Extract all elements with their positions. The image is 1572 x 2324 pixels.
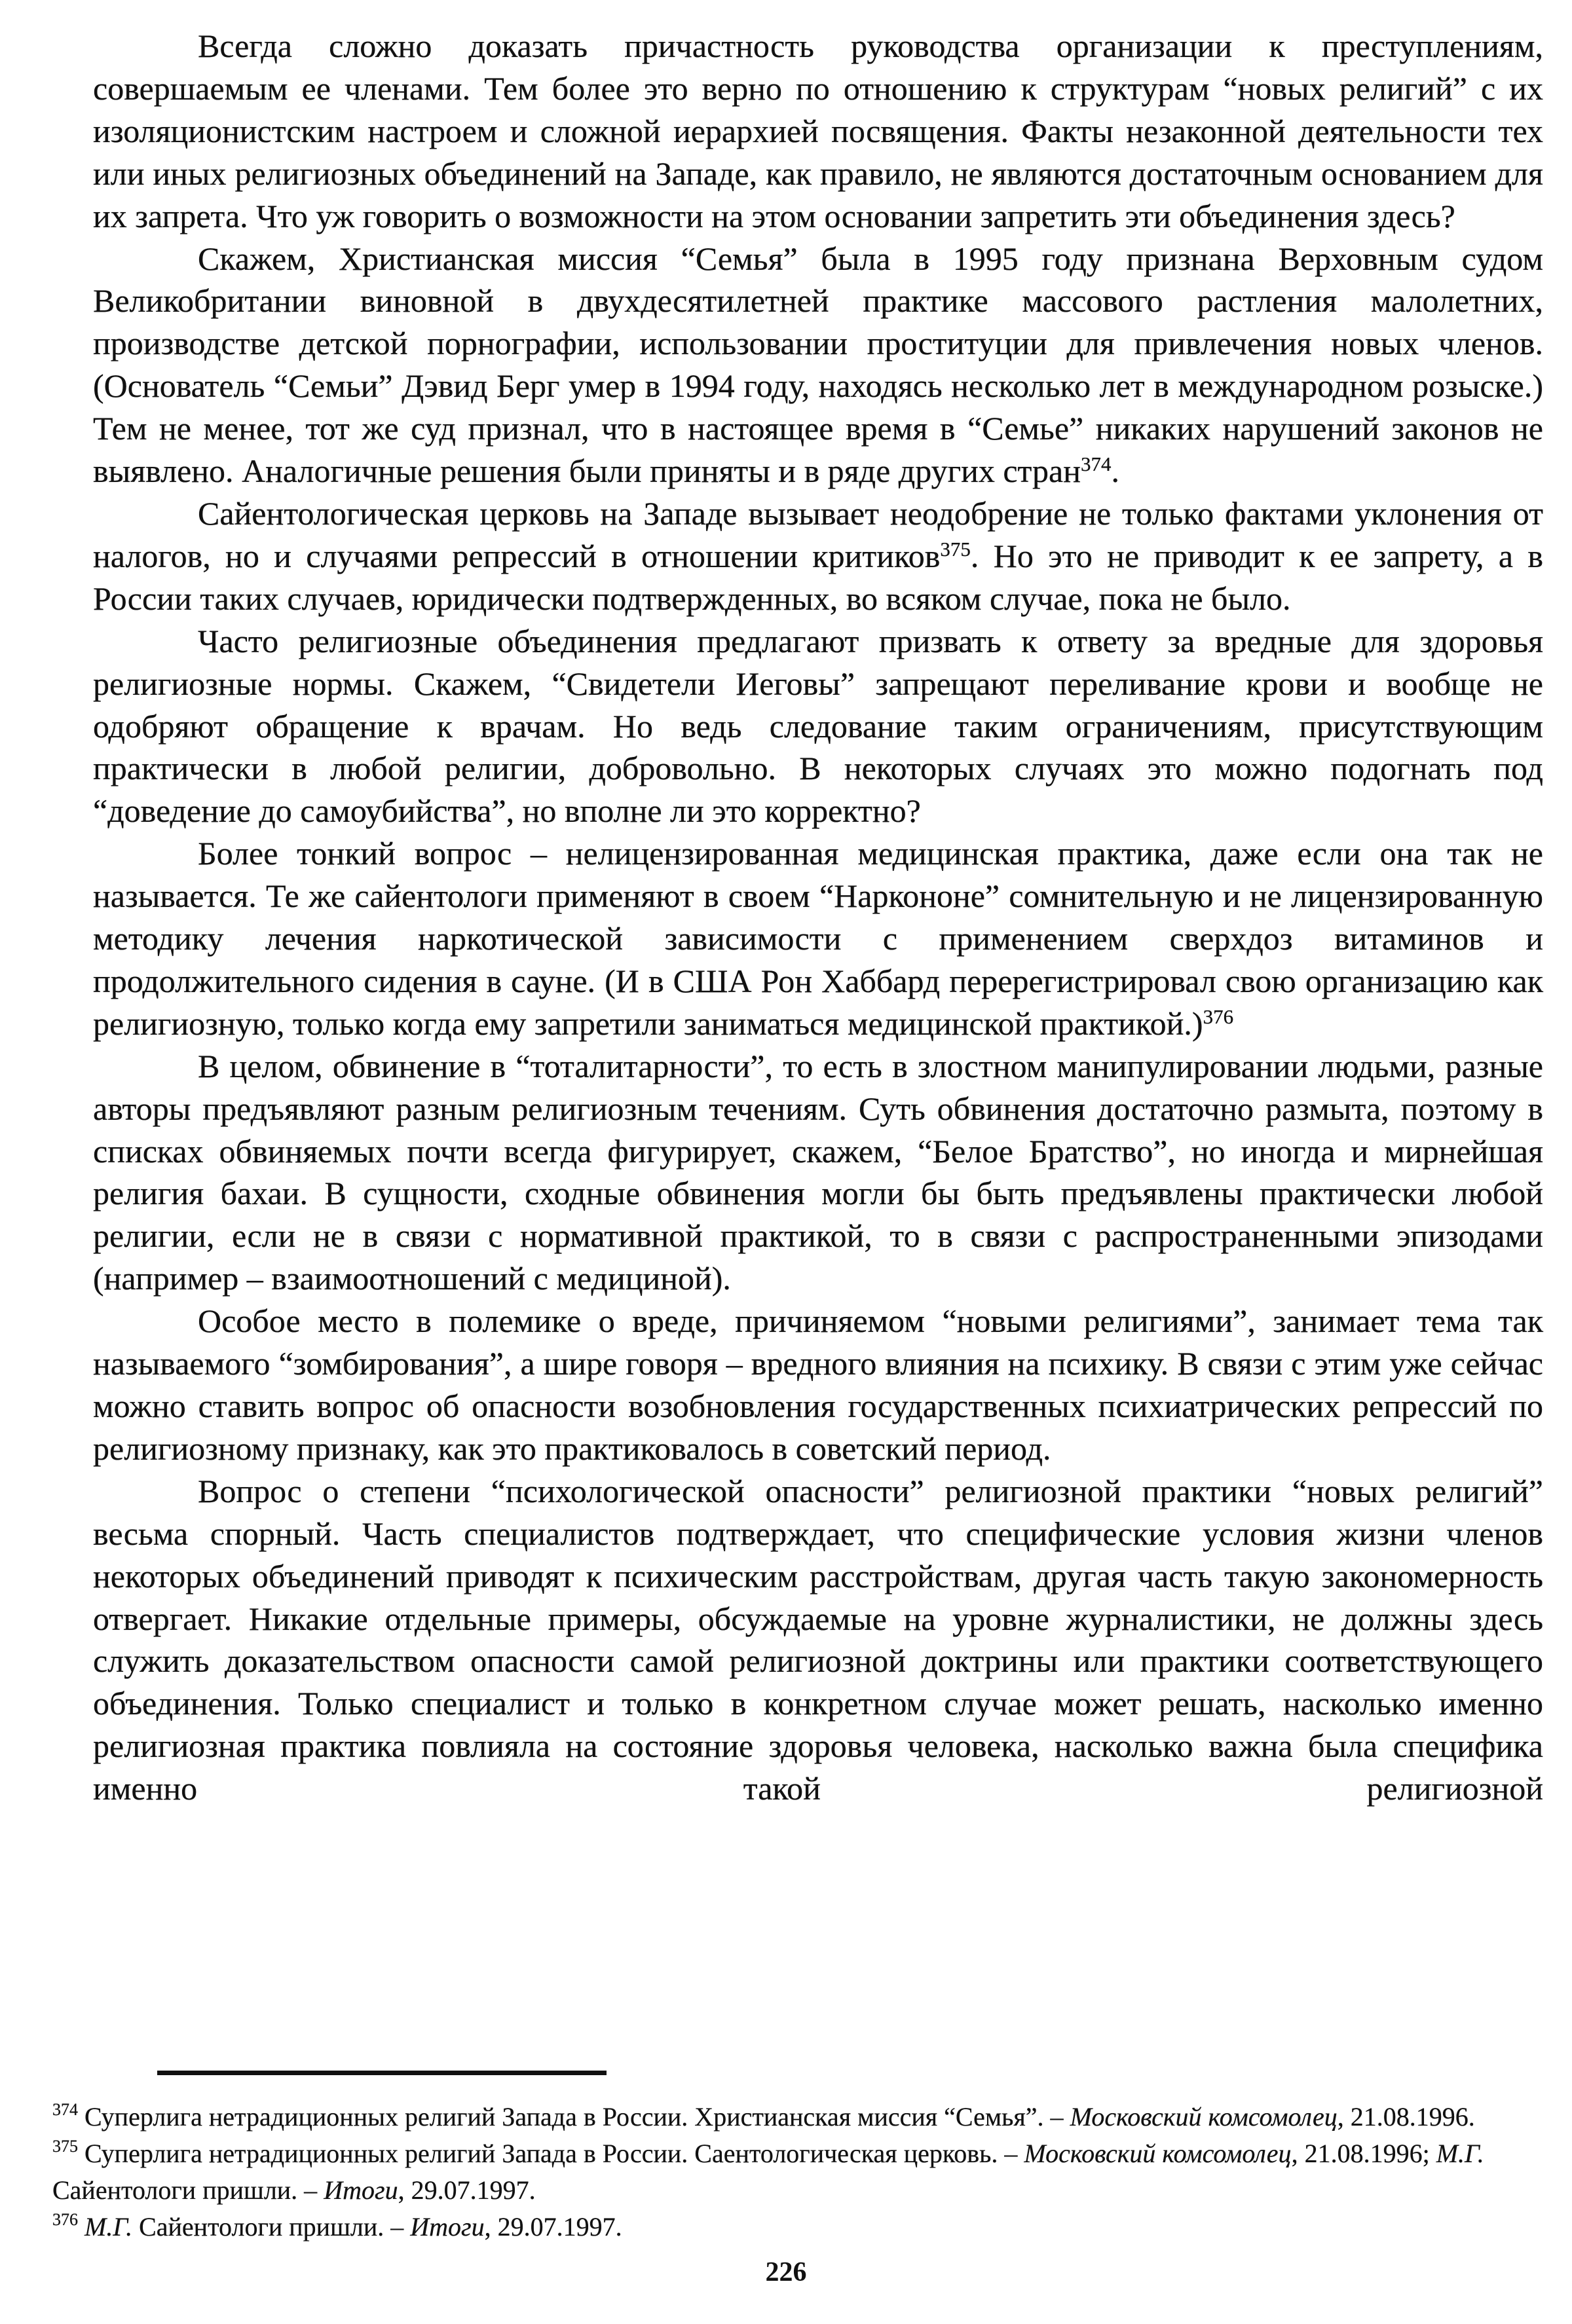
footnote-text: , 21.08.1996.: [1337, 2102, 1475, 2131]
footnote-ref-374[interactable]: 374: [1080, 452, 1112, 476]
footnote-text: Сайентологи пришли. –: [132, 2212, 411, 2241]
paragraph: Особое место в полемике о вреде, причиняемом “новыми религиями”, занимает тема так называемого “зомбирования”, а шире говоря – вредного влияния на психику. В связи с этим уже сейчас можно ставить вопрос об опасности возобновления государственных психиатрических репрессий по религиозному признаку, как это практиковалось в советский период.: [93, 1302, 1543, 1467]
footnote-source: Итоги: [410, 2212, 485, 2241]
paragraph: [93, 238, 1543, 492]
body-text: [93, 25, 1543, 1810]
footnote-source: Московский комсомолец: [1024, 2139, 1292, 2168]
footnote-376: [52, 2209, 1539, 2245]
paragraph-text: Более тонкий вопрос – нелицензированная медицинская практика, даже если она так не называется. Те же сайентологи применяют в своем “Наркононе” сомнительную и не лицензированную методику лечения наркотической зависимости с применением сверхдоз витаминов и продолжительного сидения в сауне. (И в США Рон Хаббард перерегистрировал свою организацию как религиозную, только когда ему запретили заниматься медицинской практикой.): [93, 835, 1543, 1042]
footnote-ref-375[interactable]: 375: [940, 537, 971, 561]
paragraph-text: Скажем, Христианская миссия “Семья” была в 1995 году признана Верховным судом Великобритании виновной в двухдесятилетней практике массового растления малолетних, производстве детской порнографии, использовании проституции для привлечения новых членов. (Основатель “Семьи” Дэвид Берг умер в 1994 году, находясь несколько лет в международном розыске.) Тем не менее, тот же суд признал, что в настоящее время в “Семье” никаких нарушений законов не выявлено. Аналогичные решения были приняты и в ряде других стран: [93, 240, 1543, 490]
paragraph: Вопрос о степени “психологической опасности” религиозной практики “новых религий” весьма спорный. Часть специалистов подтверждает, что специфические условия жизни членов некоторых объединений приводят к психическим расстройствам, другая часть такую закономерность отвергает. Никакие отдельные примеры, обсуждаемые на уровне журналистики, не должны здесь служить доказательством опасности самой религиозной доктрины или практики соответствующего объединения. Только специалист и только в конкретном случае может решать, насколько именно религиозная практика повлияла на состояние здоровья человека, насколько важна была специфика именно такой религиозной: [93, 1472, 1543, 1807]
footnote-number: 376: [52, 2210, 78, 2230]
paragraph: Часто религиозные объединения предлагают призвать к ответу за вредные для здоровья религиозные нормы. Скажем, “Свидетели Иеговы” запрещают переливание крови и вообще не одобряют обращение к врачам. Но ведь следование таким ограничениям, присутствующим практически в любой религии, добровольно. В некоторых случаях это можно подогнать под “доведение до самоубийства”, но вполне ли это корректно?: [93, 622, 1543, 830]
footnote-source: Московский комсомолец: [1070, 2102, 1338, 2131]
footnote-375: [52, 2135, 1539, 2209]
footnote-text: , 29.07.1997.: [484, 2212, 622, 2241]
paragraph: Всегда сложно доказать причастность руководства организации к преступлениям, совершаемым ее членами. Тем более это верно по отношению к структурам “новых религий” с их изоляционистским настроем и сложной иерархией посвящения. Факты незаконной деятельности тех или иных религиозных объединений на Западе, как правило, не являются достаточным основанием для их запрета. Что уж говорить о возможности на этом основании запретить эти объединения здесь?: [93, 28, 1543, 234]
footnote-author: М.Г.: [1436, 2139, 1484, 2168]
footnote-text: Сайентологи пришли. –: [52, 2175, 324, 2205]
paragraph: [93, 832, 1543, 1045]
footnote-text: , 21.08.1996;: [1291, 2139, 1436, 2168]
page-number: 226: [765, 2257, 807, 2287]
paragraph-text: .: [1111, 452, 1119, 490]
footnotes: [52, 2099, 1539, 2245]
footnote-374: [52, 2099, 1539, 2135]
footnote-text: Суперлига нетрадиционных религий Запада в России. Саентологическая церковь. –: [84, 2139, 1024, 2168]
footnote-number: 375: [52, 2137, 78, 2156]
footnote-separator: [157, 2071, 607, 2075]
footnote-number: 374: [52, 2100, 78, 2120]
footnote-text: , 29.07.1997.: [398, 2175, 536, 2205]
paragraph-text: Сайентологическая церковь на Западе вызывает неодобрение не только фактами уклонения от налогов, но и случаями репрессий в отношении критиков: [93, 494, 1543, 574]
footnote-source: Итоги: [324, 2175, 398, 2205]
paragraph: [93, 492, 1543, 620]
footnote-text: Суперлига нетрадиционных религий Запада в России. Христианская миссия “Семья”. –: [84, 2102, 1070, 2131]
paragraph: В целом, обвинение в “тоталитарности”, то есть в злостном манипулировании людьми, разные авторы предъявляют разным религиозным течениям. Суть обвинения достаточно размыта, поэтому в списках обвиняемых почти всегда фигурирует, скажем, “Белое Братство”, но иногда и мирнейшая религия бахаи. В сущности, сходные обвинения могли бы быть предъявлены практически любой религии, если не в связи с нормативной практикой, то в связи с распространенными эпизодами (например – взаимоотношений с медициной).: [93, 1047, 1543, 1297]
paragraph-text: . Но это не приводит к ее запрету, а в России таких случаев, юридически подтвержденных, во всяком случае, пока не было.: [93, 537, 1543, 617]
footnote-ref-376[interactable]: 376: [1203, 1005, 1234, 1028]
footnote-author: М.Г.: [84, 2212, 133, 2241]
